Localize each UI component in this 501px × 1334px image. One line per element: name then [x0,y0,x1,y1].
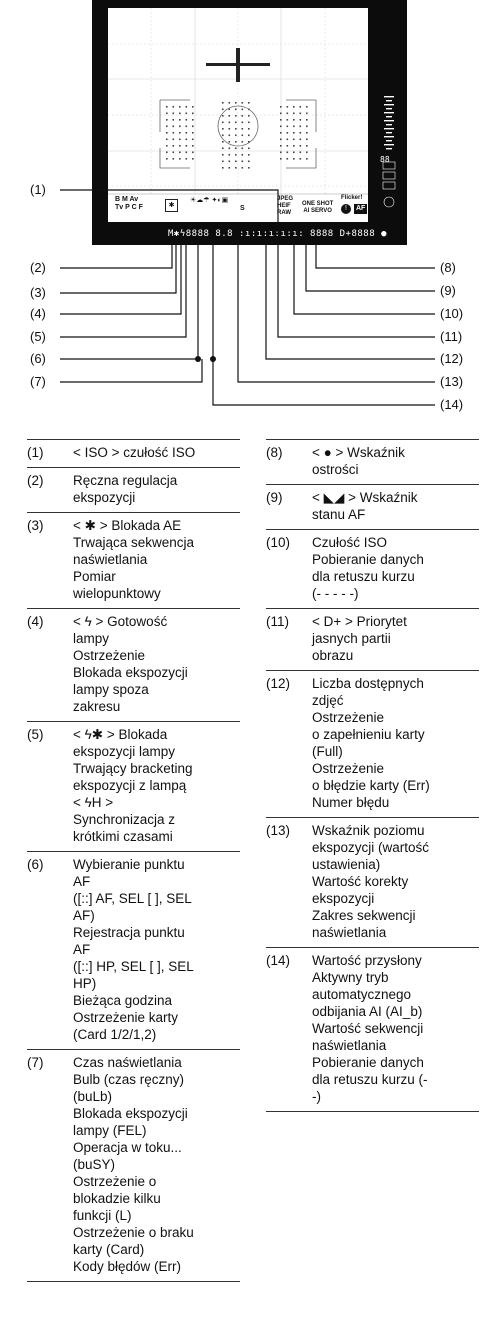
legend-line: odbijania AI (AI_b) [312,1004,423,1019]
legend-line: ([::] AF, SEL [ ], SEL [73,891,192,906]
legend-text [312,952,479,1105]
legend-line: Rejestracja punktu [73,925,185,940]
legend-number: (11) [266,614,290,629]
legend-line: Synchronizacja z [73,812,176,827]
legend-line: < ◣◢ > Wskaźnik [312,490,418,505]
callout-label: (14) [440,397,464,412]
callout-line [213,240,435,405]
legend-line: o błędzie karty (Err) [312,778,430,793]
legend-text [73,1054,240,1275]
legend-line: dla retuszu kurzu [312,569,415,584]
legend-line: Ostrzeżenie o braku [73,1225,194,1240]
legend-line: Pobieranie danych [312,1055,424,1070]
callout-lines [0,0,501,420]
legend-line: Pobieranie danych [312,552,424,567]
callout-label: (4) [30,306,46,321]
legend-line: funkcji (L) [73,1208,132,1223]
viewfinder-mode-list: B M Av Tv P C F [115,196,143,211]
legend-line: Wybieranie punktu [73,857,185,872]
legend-text [312,489,479,523]
legend-row [27,1049,240,1282]
callout-line [278,240,435,337]
legend-line: -) [312,1089,321,1104]
legend-number: (7) [27,1055,44,1070]
legend-number: (3) [27,518,44,533]
legend-line: Blokada ekspozycji [73,665,188,680]
callout-label: (7) [30,374,46,389]
legend-text [312,444,479,478]
callout-junction-dot [195,356,201,362]
legend-line: Ostrzeżenie [73,648,146,663]
legend-number: (8) [266,445,283,460]
legend-number: (5) [27,727,44,742]
legend-line: naświetlania [312,1038,387,1053]
callout-line [294,240,435,314]
callout-label: (8) [440,260,456,275]
legend-row [266,439,479,484]
legend-line: ekspozycji z lampą [73,778,187,793]
legend-line: < ✱ > Blokada AE [73,518,182,533]
legend-line: < ϟ > Gotowość [73,614,168,629]
legend-line: < ϟ✱ > Blokada [73,727,168,742]
af-operation-label: ONE SHOT AI SERVO [302,201,334,214]
legend-line: < ϟH > [73,795,114,810]
legend-table-right [266,439,479,1112]
viewfinder-lcd-readout: M✱ϟ8888 8.8 :ı:ı:ı:ı:ı: 8888 D+8888 ● [168,229,387,239]
callout-label: (9) [440,283,456,298]
flicker-label: Flicker! [341,195,363,201]
legend-line: naświetlania [312,925,387,940]
callout-line [266,240,435,359]
legend-line: Wskaźnik poziomu [312,823,425,838]
legend-line: AF) [73,908,95,923]
legend-number: (4) [27,614,44,629]
legend-line: Ostrzeżenie [312,761,385,776]
legend-line: ustawienia) [312,857,381,872]
legend-line: stanu AF [312,507,366,522]
legend-line: automatycznego [312,987,412,1002]
legend-line: Ostrzeżenie [312,710,385,725]
callout-label: (13) [440,374,464,389]
legend-line: ekspozycji [73,490,136,505]
legend-line: naświetlania [73,552,148,567]
legend-number: (13) [266,823,291,838]
legend-line: jasnych partii [312,631,391,646]
legend-row [266,484,479,529]
legend-line: karty (Card) [73,1242,145,1257]
legend-line: Zakres sekwencji [312,908,416,923]
callout-label: (6) [30,351,46,366]
legend-number: (2) [27,473,44,488]
image-quality-label: JPEG HEIF RAW [277,196,294,216]
legend-line: Trwająca sekwencja [73,535,195,550]
legend-number: (9) [266,490,283,505]
callout-line [60,190,278,235]
callout-label: (2) [30,260,46,275]
legend-line: Wartość korekty [312,874,409,889]
wb-icons: ☀☁☂ ✦◐▣ [190,197,229,204]
legend-row [27,439,240,467]
legend-line: HP) [73,976,97,991]
legend-line: obrazu [312,648,354,663]
legend-line: ([::] HP, SEL [ ], SEL [73,959,194,974]
callout-line [60,240,176,293]
legend-line: < ● > Wskaźnik [312,445,405,460]
legend-line: Pomiar [73,569,116,584]
legend-text [312,675,479,811]
legend-line: o zapełnieniu karty [312,727,425,742]
legend-line: AF [73,874,91,889]
callout-label: (3) [30,285,46,300]
callout-line [60,240,198,359]
legend-text [73,472,240,506]
legend-line: lampy [73,631,110,646]
legend-text [312,613,479,664]
legend-line: (Card 1/2/1,2) [73,1027,157,1042]
legend-line: Ostrzeżenie karty [73,1010,179,1025]
legend-line: Trwający bracketing [73,761,193,776]
legend-row [27,851,240,1049]
legend-number: (12) [266,676,291,691]
legend-line: ostrości [312,462,359,477]
legend-row [266,947,479,1112]
legend-number: (14) [266,953,291,968]
callout-line [60,240,181,314]
callout-line [316,240,435,268]
callout-line [60,240,172,268]
legend-row [266,608,479,670]
legend-number: (6) [27,857,44,872]
metering-icon: ✱ [165,199,178,212]
legend-row [27,512,240,608]
legend-row [27,467,240,512]
legend-line: (Full) [312,744,343,759]
legend-line: Aktywny tryb [312,970,389,985]
legend-text [312,534,479,602]
callout-label: (5) [30,329,46,344]
legend-table-left [27,439,240,1282]
callout-junction-dot [210,356,216,362]
callout-label: (11) [440,329,463,344]
legend-line: AF [73,942,91,957]
af-badge: AF [356,205,366,212]
meter-value: 88 [380,155,390,164]
legend-line: (- - - - -) [312,586,359,601]
legend-text [73,517,240,602]
callout-label: (12) [440,351,464,366]
legend-line: Czas naświetlania [73,1055,182,1070]
callout-label: (10) [440,306,464,321]
legend-line: Kody błędów (Err) [73,1259,182,1274]
legend-text [312,822,479,941]
legend-text [73,726,240,845]
legend-line: < D+ > Priorytet [312,614,407,629]
legend-text [73,613,240,715]
legend-line: Operacja w toku... [73,1140,182,1155]
legend-row [27,721,240,851]
legend-line: krótkimi czasami [73,829,173,844]
legend-row [27,608,240,721]
legend-line: < ISO > czułość ISO [73,445,196,460]
legend-row [266,670,479,817]
callout-label: (1) [30,182,46,197]
legend-line: ekspozycji lampy [73,744,176,759]
legend-line: wielopunktowy [73,586,161,601]
legend-line: Czułość ISO [312,535,388,550]
legend-line: ekspozycji [312,891,375,906]
legend-line: Wartość sekwencji [312,1021,424,1036]
wb-label: S [240,205,245,212]
legend-line: blokadzie kilku [73,1191,161,1206]
warning-icon: ! [341,204,351,214]
legend-row [266,529,479,608]
legend-line: ekspozycji (wartość [312,840,430,855]
legend-line: dla retuszu kurzu (- [312,1072,428,1087]
callout-line [306,240,435,291]
legend-line: Liczba dostępnych [312,676,424,691]
callout-line [238,240,435,382]
legend-line: Bieżąca godzina [73,993,173,1008]
legend-row [266,817,479,947]
legend-number: (1) [27,445,44,460]
legend-line: lampy (FEL) [73,1123,147,1138]
legend-line: Ostrzeżenie o [73,1174,157,1189]
callout-line [60,240,186,337]
legend-number: (10) [266,535,291,550]
legend-line: Blokada ekspozycji [73,1106,188,1121]
legend-line: Numer błędu [312,795,390,810]
legend-line: (buSY) [73,1157,116,1172]
legend-text [73,444,240,461]
legend-line: zakresu [73,699,121,714]
legend-line: Ręczna regulacja [73,473,178,488]
legend-line: zdjęć [312,693,344,708]
legend-text [73,856,240,1043]
legend-line: Bulb (czas ręczny) [73,1072,185,1087]
callout-line [60,359,202,382]
legend-line: lampy spoza [73,682,149,697]
legend-line: (buLb) [73,1089,113,1104]
legend-line: Wartość przysłony [312,953,422,968]
